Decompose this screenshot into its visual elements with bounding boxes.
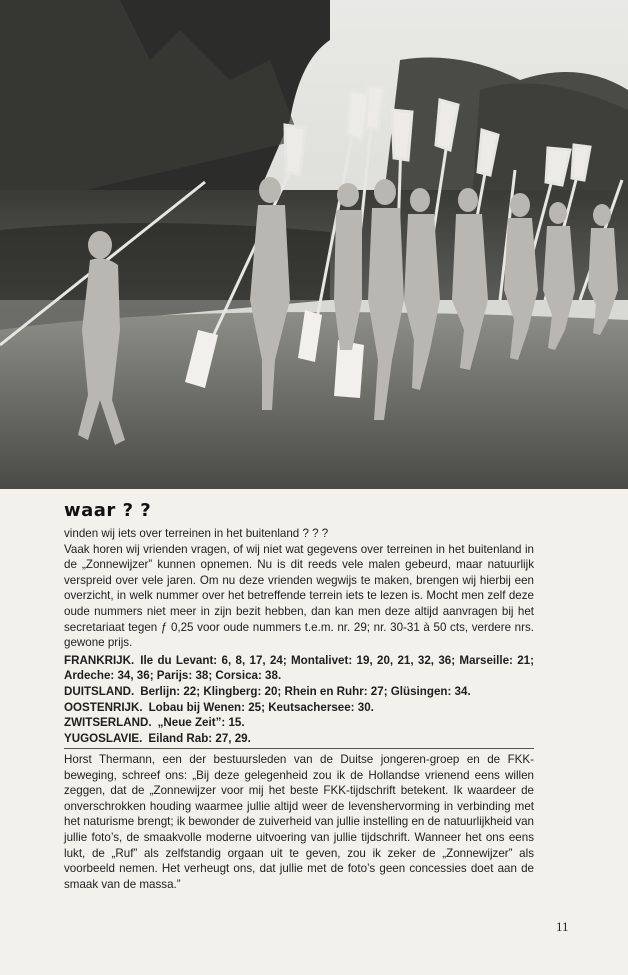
country-name: YUGOSLAVIE. [64, 731, 143, 745]
country-places: Berlijn: 22; Klingberg: 20; Rhein en Ruhr: 27; Glüsingen: 34. [140, 684, 471, 698]
divider [64, 748, 534, 749]
country-row-frankrijk [64, 653, 534, 684]
country-places: „Neue Zeit”: 15. [157, 716, 245, 730]
article-lead: vinden wij iets over terreinen in het buitenland ? ? ? [64, 527, 329, 540]
article-heading: waar ? ? [64, 500, 152, 521]
country-list [64, 653, 534, 747]
letter-text: Horst Thermann, een der bestuursleden van de Duitse jongeren-groep en de FKK-beweging, schreef ons: „Bij deze gelegenheid zou ik de Hollandse vrienend eens willen zeggen, dat de „Zonnewijzer voor mij het beste FKK-tijdschrift betekent. Ik waardeer de onverschrokken houding waarmee jullie altijd weer de levenshervorming in verbinding met het naturisme brengt; ik bewonder de zuiverheid van jullie instelling en de natuurlijkheid van jullie foto’s, de smaakvolle moderne uitvoering van jullie tijdschrift. Wanneer het ons eens lukt, de „Ruf” als zelfstandig orgaan uit te geven, zou ik zeker de „Zonnewijzer” als voorbeeld nemen. Het verheugt ons, dat jullie met de foto’s geen concessies doet aan de smaak van de massa.” [64, 753, 534, 891]
country-row-oostenrijk [64, 700, 534, 716]
country-name: OOSTENRIJK. [64, 700, 143, 714]
country-row-zwitserland [64, 715, 534, 731]
country-places: Lobau bij Wenen: 25; Keutsachersee: 30. [148, 700, 374, 714]
country-name: ZWITSERLAND. [64, 716, 152, 730]
country-row-yugoslavie [64, 731, 534, 747]
article-text [64, 526, 534, 746]
country-places: Ile du Levant: 6, 8, 17, 24; Montalivet: 19, 20, 21, 32, 36; Marseille: 21; Ardeche: 34, 36; Parijs: 38; Corsica: 38. [64, 653, 534, 683]
country-name: FRANKRIJK. [64, 653, 135, 667]
country-row-duitsland [64, 684, 534, 700]
country-places: Eiland Rab: 27, 29. [148, 731, 251, 745]
page-number: 11 [556, 919, 569, 934]
country-name: DUITSLAND. [64, 684, 135, 698]
article-body: Vaak horen wij vrienden vragen, of wij niet wat gegevens over terreinen in het buitenland in de „Zonnewijzer” kunnen opnemen. Nu is dit reeds vele malen gebeurd, maar natuurlijk verspreid over vele jaren. Om nu deze vrienden wegwijs te maken, brengen wij hierbij een overzicht, in welk nummer over het betreffende terrein iets te lezen is. Mocht men zelf deze oude nummers niet meer in zijn bezit hebben, dan kan men deze altijd aanvragen bij het secretariaat tegen ƒ 0,25 voor oude nummers t.e.m. nr. 29; nr. 30-31 à 50 cts, verdere nrs. gewone prijs. [64, 542, 534, 650]
